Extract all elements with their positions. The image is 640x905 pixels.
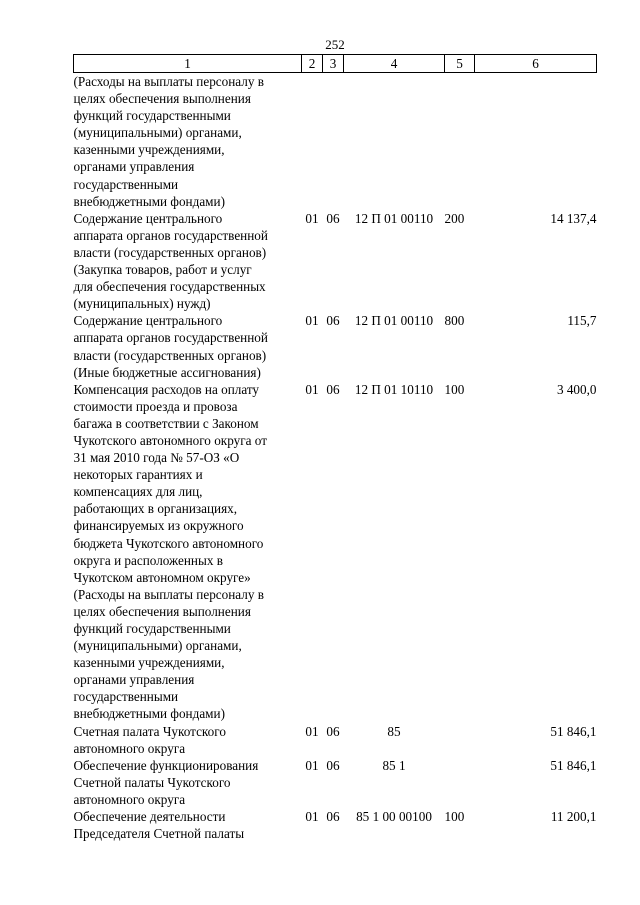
budget-table	[73, 54, 597, 842]
column-header-6: 6	[475, 55, 597, 73]
column-header-1: 1	[74, 55, 302, 73]
table-row	[74, 381, 597, 723]
row-name-line: (муниципальных) нужд)	[73, 296, 211, 312]
row-name-line: финансируемых из окружного	[73, 518, 244, 534]
target-article-code: 85 1 00 00100	[356, 809, 432, 825]
table-header	[74, 55, 597, 73]
row-name-line: власти (государственных органов)	[73, 244, 267, 260]
target-article-code: 85 1	[382, 757, 406, 773]
row-name-line: 31 мая 2010 года № 57-ОЗ «О	[73, 450, 240, 466]
row-name-line: Обеспечение функционирования	[73, 757, 259, 773]
subsection-code: 06	[326, 313, 340, 329]
subsection-code: 06	[326, 757, 340, 773]
column-header-2: 2	[302, 55, 323, 73]
amount: 11 200,1	[550, 809, 597, 825]
subsection-code: 06	[326, 723, 340, 739]
expense-type-code: 100	[444, 381, 465, 397]
section-code: 01	[305, 210, 319, 226]
row-name-line: багажа в соответствии с Законом	[73, 415, 259, 431]
table-row	[74, 723, 597, 757]
row-name-line: автономного округа	[73, 791, 186, 807]
table-row	[74, 757, 597, 808]
section-code: 01	[305, 809, 319, 825]
row-name-line: стоимости проезда и провоза	[73, 398, 238, 414]
row-name-line: органами управления	[73, 159, 195, 175]
row-name-line: органами управления	[73, 672, 195, 688]
column-header-4: 4	[344, 55, 445, 73]
amount: 3 400,0	[556, 381, 597, 397]
table-row	[74, 808, 597, 842]
row-name-line: бюджета Чукотского автономного	[73, 535, 264, 551]
row-name-line: функций государственными	[73, 108, 231, 124]
expense-type-code: 800	[444, 313, 465, 329]
row-name-line: аппарата органов государственной	[73, 330, 268, 346]
subsection-code: 06	[326, 210, 340, 226]
subsection-code	[323, 73, 344, 210]
table-row	[74, 210, 597, 313]
section-code	[302, 73, 323, 210]
row-name	[74, 808, 302, 842]
table-row	[74, 312, 597, 380]
row-name-line: некоторых гарантиях и	[73, 467, 203, 483]
row-name-line: внебюджетными фондами)	[73, 193, 225, 209]
row-name-line: (муниципальными) органами,	[73, 125, 242, 141]
subsection-code: 06	[326, 809, 340, 825]
header-row	[74, 55, 597, 73]
row-name-line: государственными	[73, 176, 179, 192]
row-name-line: функций государственными	[73, 621, 231, 636]
target-article-code: 12 П 01 00110	[354, 210, 434, 226]
row-name-line: (Расходы на выплаты персоналу в	[73, 586, 264, 602]
expense-type-code	[445, 73, 475, 210]
row-name-line: государственными	[73, 689, 179, 705]
section-code: 01	[305, 757, 319, 773]
row-name	[74, 73, 302, 210]
column-header-3: 3	[323, 55, 344, 73]
row-name-line: казенными учреждениями,	[73, 142, 225, 158]
row-name	[74, 210, 302, 313]
expense-type-code	[445, 723, 475, 757]
amount: 51 846,1	[550, 723, 597, 739]
row-name-line: для обеспечения государственных	[73, 279, 266, 295]
target-article-code: 85	[387, 723, 401, 739]
row-name	[74, 757, 302, 808]
row-name-line: внебюджетными фондами)	[73, 706, 225, 722]
row-name-line: округа и расположенных в	[73, 552, 223, 568]
target-article-code: 12 П 01 00110	[354, 313, 434, 329]
row-name-line: Обеспечение деятельности	[73, 809, 226, 825]
row-name-line: Чукотском автономном округе»	[73, 569, 251, 585]
expense-type-code: 200	[444, 210, 465, 226]
amount: 51 846,1	[550, 757, 597, 773]
row-name	[74, 381, 302, 723]
column-header-5: 5	[445, 55, 475, 73]
row-name-line: (Иные бюджетные ассигнования)	[73, 364, 261, 380]
table-row	[74, 73, 597, 210]
row-name-line: (Расходы на выплаты персоналу в	[73, 74, 264, 89]
row-name-line: Счетная палата Чукотского	[73, 723, 226, 739]
section-code: 01	[305, 313, 319, 329]
row-name-line: Счетной палаты Чукотского	[73, 774, 231, 790]
table-body	[74, 73, 597, 843]
row-name-line: Председателя Счетной палаты	[73, 826, 245, 842]
row-name-line: Содержание центрального	[73, 313, 223, 329]
row-name-line: Чукотского автономного округа от	[73, 432, 267, 448]
expense-type-code	[445, 757, 475, 808]
amount	[475, 73, 597, 210]
row-name-line: (муниципальными) органами,	[73, 638, 242, 654]
row-name-line: компенсациях для лиц,	[73, 484, 203, 500]
row-name-line: казенными учреждениями,	[73, 655, 225, 671]
row-name-line: Содержание центрального	[73, 210, 223, 226]
amount: 115,7	[567, 313, 597, 329]
target-article-code	[344, 73, 445, 210]
section-code: 01	[305, 723, 319, 739]
target-article-code: 12 П 01 10110	[354, 381, 434, 397]
subsection-code: 06	[326, 381, 340, 397]
row-name-line: (Закупка товаров, работ и услуг	[73, 262, 252, 278]
row-name	[74, 723, 302, 757]
row-name-line: работающих в организациях,	[73, 501, 238, 517]
row-name-line: автономного округа	[73, 740, 186, 756]
row-name-line: аппарата органов государственной	[73, 227, 268, 243]
amount: 14 137,4	[550, 210, 597, 226]
expense-type-code: 100	[444, 809, 465, 825]
section-code: 01	[305, 381, 319, 397]
row-name	[74, 312, 302, 380]
row-name-line: Компенсация расходов на оплату	[73, 381, 260, 397]
row-name-line: власти (государственных органов)	[73, 347, 267, 363]
row-name-line: целях обеспечения выполнения	[73, 91, 251, 107]
page-number: 252	[325, 37, 345, 52]
row-name-line: целях обеспечения выполнения	[73, 603, 251, 619]
